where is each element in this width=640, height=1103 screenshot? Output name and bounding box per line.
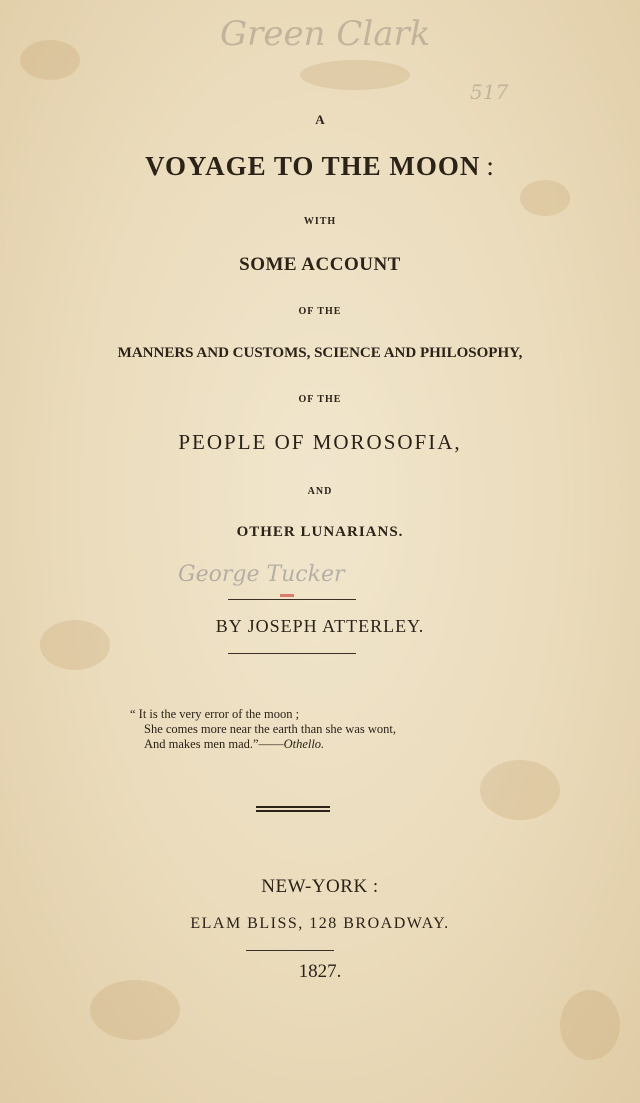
divider-rule (246, 950, 334, 951)
signature: George Tucker (178, 562, 345, 587)
book-title-text: VOYAGE TO THE MOON (145, 151, 481, 181)
foxing-spot (300, 60, 410, 90)
subtitle-people: PEOPLE OF MOROSOFIA, (178, 430, 462, 454)
subtitle-some-account: SOME ACCOUNT (239, 254, 401, 275)
foxing-spot (90, 980, 180, 1040)
foxing-spot (20, 40, 80, 80)
subtitle-of-the-1: OF THE (298, 306, 342, 317)
epigraph (130, 707, 396, 752)
epigraph-line-1: “ It is the very error of the moon ; (130, 707, 300, 721)
subtitle-with: WITH (303, 216, 337, 227)
subtitle-manners: MANNERS AND CUSTOMS, SCIENCE AND PHILOSOPHY, (117, 345, 523, 361)
divider-rule (228, 599, 356, 600)
epigraph-line-3 (130, 737, 396, 752)
subtitle-of-the-2: OF THE (298, 394, 342, 405)
subtitle-other-lunarians: OTHER LUNARIANS. (236, 524, 404, 540)
epigraph-source: Othello. (283, 737, 325, 751)
title-colon: : (486, 151, 495, 181)
ornamental-rule (256, 806, 330, 812)
divider-rule (228, 653, 356, 654)
foxing-spot (560, 990, 620, 1060)
imprint-city: NEW-YORK : (261, 876, 379, 897)
book-title (0, 151, 640, 182)
epigraph-line-3-text: And makes men mad.”—— (144, 737, 284, 751)
subtitle-and: AND (307, 486, 333, 497)
pencil-number: 517 (470, 80, 509, 104)
imprint-publisher: ELAM BLISS, 128 BROADWAY. (190, 915, 450, 932)
imprint-year: 1827. (298, 961, 342, 982)
foxing-spot (520, 180, 570, 216)
epigraph-line-2: She comes more near the earth than she was wont, (144, 722, 397, 736)
red-mark (280, 594, 294, 597)
foxing-spot (480, 760, 560, 820)
pencil-inscription: Green Clark (220, 14, 431, 54)
title-article: A (315, 112, 325, 127)
author-line: BY JOSEPH ATTERLEY. (215, 616, 425, 636)
